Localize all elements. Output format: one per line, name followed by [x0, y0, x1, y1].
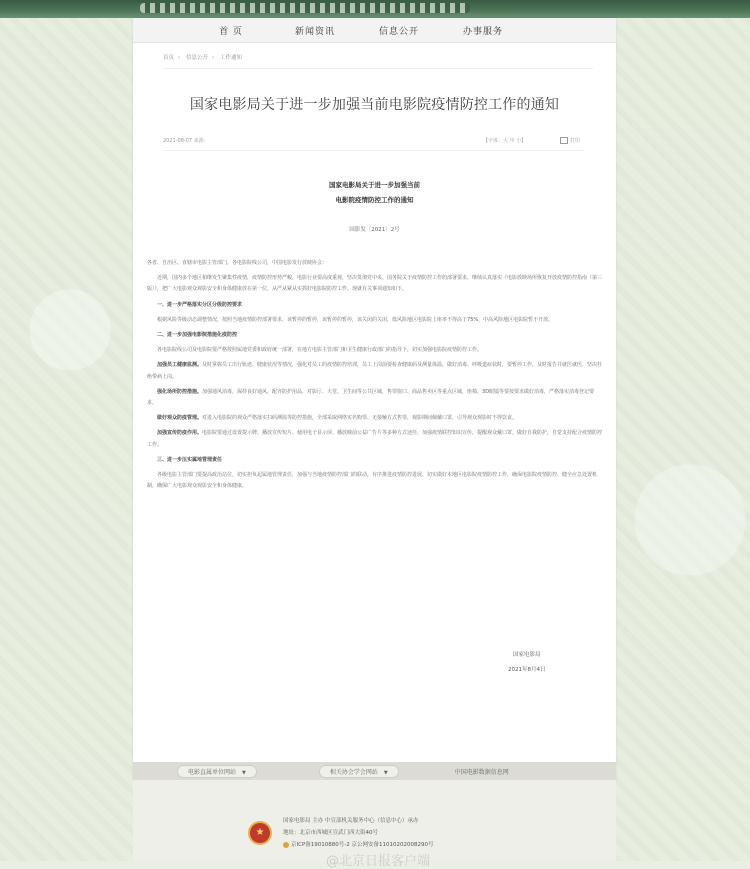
document-body — [147, 258, 603, 496]
divider — [163, 150, 583, 151]
breadcrumb: 首页 › 信息公开 › 工作通知 — [163, 54, 593, 69]
nav-info-public[interactable]: 信息公开 — [378, 26, 419, 37]
breadcrumb-current: 工作通知 — [219, 55, 242, 61]
article-page — [133, 18, 616, 780]
addressee: 各省、自治区、直辖市电影主管部门，各电影院线公司，中国电影发行放映协会： — [147, 260, 328, 266]
breadcrumb-info-public[interactable]: 信息公开 — [185, 55, 208, 61]
item-2 — [147, 387, 603, 409]
police-badge-icon — [283, 842, 289, 848]
nav-home[interactable]: 首 页 — [219, 26, 243, 37]
item-2-text: 加强通风消毒，保持良好通风，配齐防护用品，对影厅、大堂、卫生间等公共区域，售票窗口、商品售卖区等重点区域，座椅、3D眼镜等要按要求做好消毒，严格落实消毒登记要求。 — [147, 388, 595, 407]
affiliated-sites-select[interactable] — [177, 765, 257, 778]
item-3-text: 对进入电影院的观众严格落实扫码测温等防控措施，全部采取网络实名购票、无接触方式售票，观影期间佩戴口罩，引导观众观影时不得饮食。 — [202, 415, 518, 422]
item-3 — [147, 413, 603, 424]
page-title: 国家电影局关于进一步加强当前电影院疫情防控工作的通知 — [189, 97, 560, 113]
item-1-text: 及时掌握员工出行轨迹、健康状况等情况，强化对员工的疫情防控培训，员工上岗前要检查健康码及测量体温，做好消毒、呼吸道症状时，要暂停工作，及时报告并就医就医，坚决杜绝带病上岗。 — [147, 362, 603, 380]
section-1-title: 一、进一步严格落实分区分级防控要求 — [157, 301, 243, 308]
section-1-text: 根据风险等级动态调整情况，按照当地疫情防控部署要求，该暂停的暂停，该暂停的暂停，该关闭的关闭，低风险地区电影院上座率不得高于75%，中高风险地区电影院暂不开放。 — [157, 316, 554, 323]
signature-block — [508, 648, 546, 678]
print-button[interactable] — [560, 137, 580, 144]
site-footer — [133, 780, 616, 861]
document-heading-line2: 电影院疫情防控工作的通知 — [335, 196, 414, 204]
print-label: 打印 — [570, 138, 581, 144]
footer-organizer: 国家电影局 主办 中宣部机关服务中心（信息中心）承办 — [283, 818, 419, 824]
chevron-down-icon: ▼ — [242, 769, 246, 776]
section-3-title: 三、进一步压实属地管理责任 — [157, 456, 223, 463]
breadcrumb-home[interactable]: 首页 — [163, 55, 175, 61]
item-2-label: 强化场所防控措施。 — [157, 388, 203, 395]
document-heading — [133, 178, 616, 208]
document-number: 国影发〔2021〕2号 — [349, 227, 400, 233]
main-nav — [133, 18, 616, 43]
national-emblem-icon: ★ — [248, 821, 272, 845]
print-icon — [560, 137, 568, 144]
film-strip-decoration — [140, 3, 470, 13]
film-data-link[interactable]: 中国电影数据信息网 — [454, 768, 509, 776]
associations-select[interactable] — [319, 765, 399, 778]
watermark: @北京日报客户端 — [326, 854, 431, 869]
sign-date: 2021年8月4日 — [508, 667, 546, 673]
related-links-bar — [133, 762, 616, 780]
associations-label: 相关协会学会网站 — [329, 768, 378, 776]
article-meta — [163, 137, 583, 144]
top-banner — [0, 0, 750, 18]
document-heading-line1: 国家电影局关于进一步加强当前 — [329, 181, 420, 189]
intro-paragraph: 近期，国内多个地区相继发生聚集性疫情，疫情防控形势严峻，电影行业要高度重视，坚决贯彻党中央、国务院关于疫情防控工作的部署要求，继续认真落实《电影放映场所恢复开放疫情防控指南（第三版）》，把广大电影观众观影安全和身体健康放在第一位，从严从紧从实抓好电影院防控工作。现就有关事项通知如下。 — [147, 275, 603, 293]
item-4-text: 电影院要通过设置提示牌、播放宣传短片、使用电子显示屏、播放映前公益广告片等多种方式途径，加强疫情联控知识宣传，提醒观众戴口罩，做好自我防护，自觉支持配合疫情防控工作。 — [147, 430, 603, 448]
date-source: 2021-08-07 来源： — [163, 138, 209, 144]
nav-services[interactable]: 办事服务 — [462, 26, 503, 37]
affiliated-sites-label: 电影直属单位网站 — [188, 768, 237, 776]
item-4 — [147, 428, 603, 450]
font-size-control[interactable]: 【字体：大 中 小】 — [483, 138, 527, 144]
item-4-label: 加强宣传防疫作用。 — [157, 430, 203, 437]
footer-license-text[interactable]: 京ICP备19010880号-2 京公网安备11010202008290号 — [291, 842, 434, 848]
signature: 国家电影局 — [512, 652, 541, 658]
item-3-label: 做好观众防疫管理。 — [157, 415, 203, 422]
item-1-label: 加强员工健康监测。 — [157, 362, 203, 369]
item-1 — [147, 360, 603, 382]
chevron-down-icon: ▼ — [383, 769, 388, 776]
section-2-title: 二、进一步加强电影院措施化疫防控 — [157, 332, 238, 339]
footer-text — [283, 815, 434, 851]
nav-news[interactable]: 新闻资讯 — [294, 26, 335, 37]
section-3-text: 各级电影主管部门要提高政治站位，切实担负起属地管理责任，加强与当地疫情防控部门的联动，有序推进疫情防控进展，切实做好本地区电影院疫情防控工作，确保电影院疫情防控、健全应急处置机制，确保广大电影观众观影安全和身体健康。 — [147, 472, 598, 490]
footer-address: 地址：北京市西城区宣武门西大街40号 — [283, 830, 378, 836]
section-2-text: 各电影院线公司及电影院要严格按照属地党委和政府统一部署，在地方电影主管部门和卫生健康行政部门的指导下，切实加强电影院疫情防控工作。 — [157, 347, 483, 354]
